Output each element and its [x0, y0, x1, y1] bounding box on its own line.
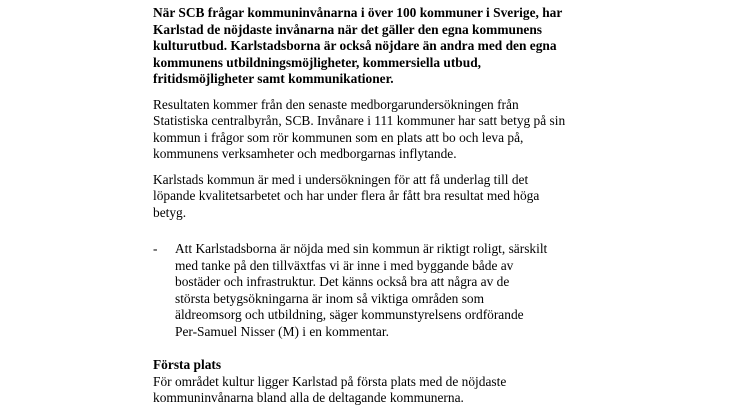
quote-line: med tanke på den tillväxtfas vi är inne i med byggande både av	[175, 257, 514, 273]
paragraph-line: kommuninvånarna bland alla de deltagande kommunerna.	[153, 390, 464, 405]
quote-line: äldreomsorg och utbildning, säger kommunstyrelsens ordförande	[175, 307, 524, 322]
participation-paragraph	[153, 172, 593, 222]
quote-line: Att Karlstadsborna är nöjda med sin kommun är riktigt roligt, särskilt	[175, 241, 548, 256]
quote-line: bostäder och infrastruktur. Det känns också bra att några av de	[175, 274, 510, 289]
lead-line: Karlstad de nöjdaste invånarna när det gäller den egna kommunens	[153, 21, 542, 37]
quote-dash: -	[153, 241, 158, 256]
paragraph-line: kommunens verksamheter och medborgarnas inflytande.	[153, 146, 457, 161]
paragraph-line: löpande kvalitetsarbetet och har under flera år fått bra resultat med höga	[153, 188, 540, 203]
results-paragraph	[153, 97, 593, 163]
quote-line: största betygsökningarna är inom så viktiga områden som	[175, 290, 485, 306]
paragraph-line: Resultaten kommer från den senaste medborgarundersökningen från	[153, 96, 519, 112]
section-heading: Första plats	[153, 357, 222, 372]
quote-block	[153, 241, 611, 340]
paragraph-line: kommun i frågor som rör kommunen som en plats att bo och leva på,	[153, 129, 524, 145]
lead-line: När SCB frågar kommuninvånarna i över 100 kommuner i Sverige, har	[153, 5, 563, 20]
paragraph-line: Karlstads kommun är med i undersökningen för att få underlag till det	[153, 171, 529, 187]
lead-line: fritidsmöjligheter samt kommunikationer.	[153, 71, 394, 86]
section-paragraph	[153, 374, 593, 407]
lead-line: kommunens utbildningsmöjligheter, kommersiella utbud,	[153, 54, 481, 70]
lead-line: kulturutbud. Karlstadsborna är också nöjdare än andra med den egna	[153, 38, 557, 53]
quote-line: Per-Samuel Nisser (M) i en kommentar.	[175, 323, 389, 339]
document-page	[153, 5, 593, 407]
paragraph-line: betyg.	[153, 204, 187, 220]
lead-paragraph	[153, 5, 593, 88]
paragraph-line: Statistiska centralbyrån, SCB. Invånare i 111 kommuner har satt betyg på sin	[153, 113, 566, 128]
paragraph-line: För området kultur ligger Karlstad på första plats med de nöjdaste	[153, 373, 507, 389]
quote-text	[175, 241, 611, 340]
